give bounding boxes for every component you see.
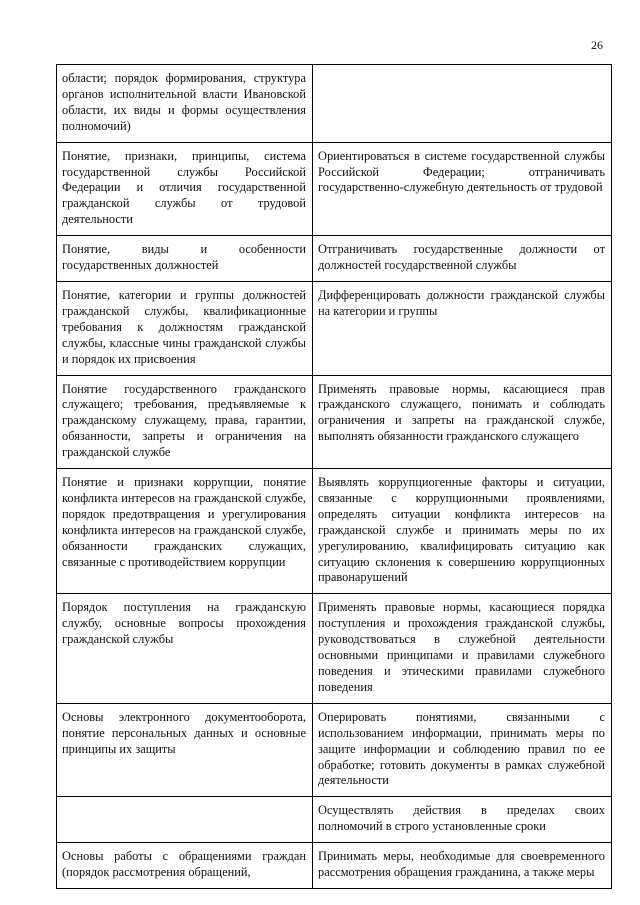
cell-text: Выявлять коррупциогенные факторы и ситуации, связанные с коррупционными проявлениями, определять ситуации конфликта интересов на гражданской службе и принимать меры по их урегулированию, квалифицировать ситуацию как ситуацию склонения к совершению коррупционных правонарушений <box>318 475 605 585</box>
table-row <box>57 469 612 594</box>
table-cell-knowledge <box>57 142 313 236</box>
cell-text: Основы электронного документооборота, понятие персональных данных и основные принципы их защиты <box>62 709 306 756</box>
table-cell-skills <box>313 375 612 469</box>
cell-text: Осуществлять действия в пределах своих полномочий в строго установленные сроки <box>318 803 605 834</box>
table-row <box>57 375 612 469</box>
table-cell-skills <box>313 594 612 703</box>
table-cell-skills <box>313 797 612 843</box>
table-row <box>57 65 612 143</box>
table-row <box>57 703 612 797</box>
cell-text: Понятие, категории и группы должностей гражданской службы, квалификационные требования к должностям гражданской службы, классные чины гражданской службы и порядок их присвоения <box>62 287 306 366</box>
table-row <box>57 797 612 843</box>
table-cell-skills <box>313 142 612 236</box>
table-cell-knowledge <box>57 236 313 282</box>
table-cell-skills <box>313 843 612 889</box>
table-cell-knowledge <box>57 469 313 594</box>
table-cell-knowledge <box>57 65 313 143</box>
cell-text: Основы работы с обращениями граждан (порядок рассмотрения обращений, <box>62 849 306 880</box>
table-cell-knowledge <box>57 703 313 797</box>
table-cell-skills <box>313 236 612 282</box>
cell-text: Применять правовые нормы, касающиеся прав гражданского служащего, понимать и соблюдать ограничения и запреты на гражданской службе, выполнять обязанности гражданского служащего <box>318 381 605 444</box>
table-cell-knowledge <box>57 594 313 703</box>
table-cell-knowledge <box>57 797 313 843</box>
table-cell-knowledge <box>57 843 313 889</box>
table-row <box>57 236 612 282</box>
competency-table <box>56 64 612 889</box>
table-cell-skills <box>313 65 612 143</box>
cell-text: Понятие и признаки коррупции, понятие конфликта интересов на гражданской службе, порядок предотвращения и урегулирования конфликта интересов на гражданской службе, обязанности гражданских служащих, связанные с противодействием коррупции <box>62 475 306 569</box>
cell-text: Понятие, виды и особенности государственных должностей <box>62 242 306 273</box>
table-cell-skills <box>313 281 612 375</box>
cell-text: Понятие государственного гражданского служащего; требования, предъявляемые к гражданскому служащему, права, гарантии, обязанности, запреты и ограничения на гражданской службе <box>62 381 306 460</box>
table-cell-skills <box>313 469 612 594</box>
cell-text: Отграничивать государственные должности от должностей государственной службы <box>318 242 605 273</box>
cell-text: Принимать меры, необходимые для своевременного рассмотрения обращения гражданина, а также меры <box>318 849 605 880</box>
cell-text: области; порядок формирования, структура органов исполнительной власти Ивановской области, их виды и формы осуществления полномочий) <box>62 71 306 133</box>
table-row <box>57 281 612 375</box>
page-number: 26 <box>591 38 603 52</box>
table-row <box>57 142 612 236</box>
cell-text: Дифференцировать должности гражданской службы на категории и группы <box>318 287 605 318</box>
cell-text: Понятие, признаки, принципы, система государственной службы Российской Федерации и отличия государственной гражданской службы от трудовой деятельности <box>62 148 306 227</box>
cell-text: Порядок поступления на гражданскую службу, основные вопросы прохождения гражданской службы <box>62 600 306 647</box>
cell-text: Ориентироваться в системе государственной службы Российской Федерации; отграничивать государственно-служебную деятельность от трудовой <box>318 148 605 195</box>
table-row <box>57 594 612 703</box>
cell-text: Оперировать понятиями, связанными с использованием информации, принимать меры по защите информации и соблюдению правил по ее обработке; готовить документы в рамках служебной деятельности <box>318 709 605 788</box>
table-cell-skills <box>313 703 612 797</box>
table-row <box>57 843 612 889</box>
cell-text: Применять правовые нормы, касающиеся порядка поступления и прохождения гражданской службы, руководствоваться в служебной деятельности основными принципами и правилами служебного поведения и этическими правилами служебного поведения <box>318 600 605 694</box>
table-cell-knowledge <box>57 281 313 375</box>
table-cell-knowledge <box>57 375 313 469</box>
